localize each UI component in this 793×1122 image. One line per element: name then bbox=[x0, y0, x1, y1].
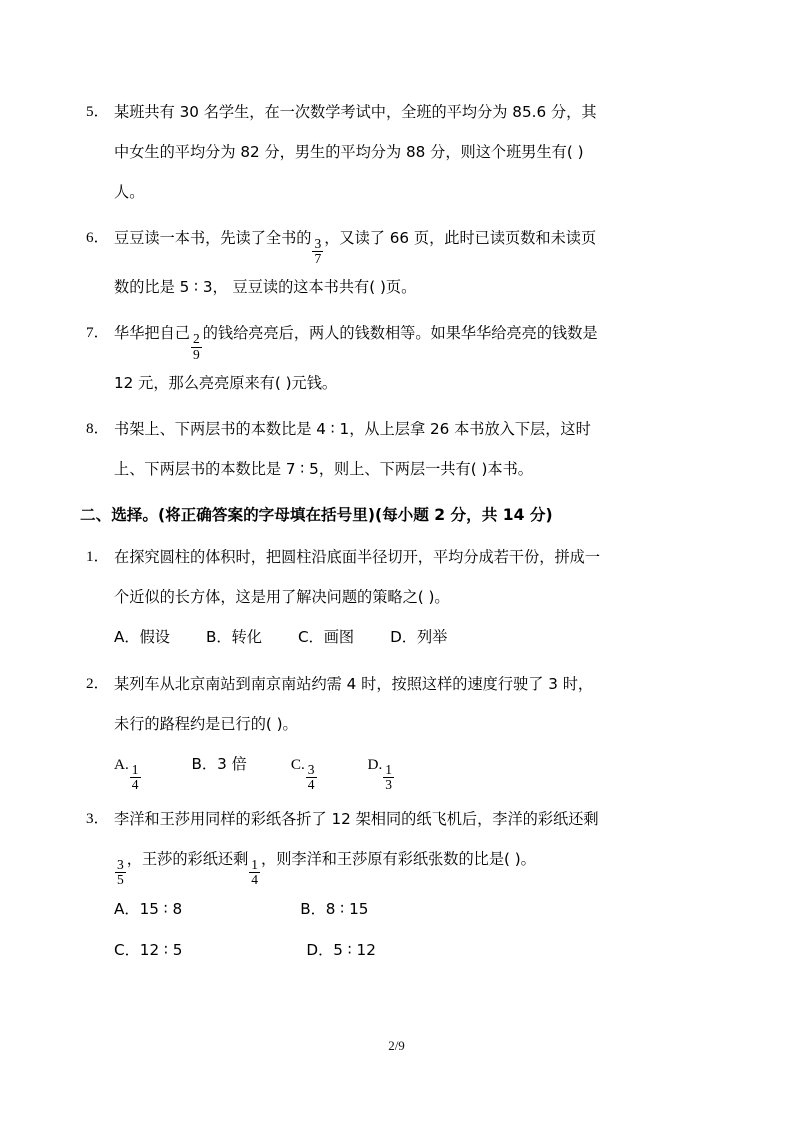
fraction bbox=[115, 858, 126, 887]
fraction-numerator: 3 bbox=[117, 857, 124, 873]
question-body bbox=[114, 664, 715, 793]
page-number: 2/9 bbox=[388, 1038, 405, 1053]
option-c[interactable]: C．画图 bbox=[297, 627, 355, 646]
question-text-part: 华华把自己 bbox=[114, 324, 190, 343]
question-text-part: 的钱给亮亮后，两人的钱数相等。如果华华给亮亮的钱数是 bbox=[202, 324, 598, 343]
choice-question-3 bbox=[78, 799, 715, 970]
option-d[interactable]: D．列举 bbox=[390, 627, 448, 646]
question-line bbox=[114, 839, 715, 888]
choice-question-2 bbox=[78, 664, 715, 793]
fraction-numerator: 1 bbox=[131, 761, 139, 777]
choice-question-1 bbox=[78, 537, 715, 658]
option-b[interactable]: B．转化 bbox=[205, 627, 262, 646]
option-b[interactable]: B．8 ∶ 15 bbox=[300, 899, 369, 918]
option-b[interactable]: B．3 倍 bbox=[191, 754, 247, 773]
fraction-denominator: 9 bbox=[192, 346, 200, 362]
question-line: 某班共有 30 名学生，在一次数学考试中，全班的平均分为 85.6 分，其 bbox=[114, 103, 597, 121]
fraction-numerator: 3 bbox=[314, 236, 322, 252]
options-row bbox=[114, 889, 715, 930]
fraction bbox=[306, 763, 317, 792]
fraction-denominator: 3 bbox=[385, 777, 393, 793]
question-number: 3． bbox=[86, 810, 109, 828]
question-line: 未行的路程约是已行的( )。 bbox=[114, 714, 298, 733]
option-a[interactable] bbox=[114, 745, 142, 793]
option-label: D. bbox=[367, 755, 383, 773]
fraction-denominator: 4 bbox=[307, 777, 315, 793]
section-title-choice: 二、选择。(将正确答案的字母填在括号里)(每小题 2 分，共 14 分) bbox=[80, 505, 553, 524]
option-a[interactable]: A．15 ∶ 8 bbox=[114, 899, 183, 918]
fraction-denominator: 5 bbox=[117, 872, 124, 888]
option-a[interactable]: A．假设 bbox=[114, 627, 170, 646]
question-5 bbox=[78, 92, 715, 212]
option-label: A. bbox=[114, 755, 129, 773]
question-body bbox=[114, 799, 715, 970]
question-number: 6． bbox=[86, 229, 109, 246]
option-d[interactable] bbox=[368, 745, 396, 793]
options-row bbox=[114, 744, 715, 793]
question-line: 在探究圆柱的体积时，把圆柱沿底面半径切开，平均分成若干份，拼成一 bbox=[114, 547, 600, 566]
question-line: 李洋和王莎用同样的彩纸各折了 12 架相同的纸飞机后，李洋的彩纸还剩 bbox=[114, 810, 599, 829]
option-label: C. bbox=[290, 755, 305, 773]
question-number: 8． bbox=[86, 419, 109, 437]
question-7 bbox=[78, 313, 715, 402]
fraction-numerator: 1 bbox=[385, 761, 393, 777]
question-line: 个近似的长方体，这是用了解决问题的策略之( )。 bbox=[114, 587, 450, 606]
option-c[interactable]: C．12 ∶ 5 bbox=[114, 940, 183, 959]
question-line: 12 元，那么亮亮原来有( )元钱。 bbox=[114, 373, 338, 392]
question-line: 数的比是 5 ∶ 3， 豆豆读的这本书共有( )页。 bbox=[114, 278, 417, 297]
option-c[interactable] bbox=[291, 745, 318, 793]
question-line: 人。 bbox=[114, 183, 145, 201]
question-number: 5． bbox=[86, 103, 109, 120]
fraction bbox=[383, 763, 394, 792]
fraction-denominator: 4 bbox=[251, 872, 258, 888]
question-text-part: ，王莎的彩纸还剩 bbox=[126, 850, 249, 869]
option-d[interactable]: D．5 ∶ 12 bbox=[306, 940, 376, 959]
fraction-denominator: 4 bbox=[131, 777, 139, 793]
fraction-numerator: 2 bbox=[192, 331, 200, 347]
question-line bbox=[114, 313, 715, 362]
fraction bbox=[249, 858, 260, 887]
question-line: 中女生的平均分为 82 分，男生的平均分为 88 分，则这个班男生有( ) bbox=[114, 143, 584, 161]
fraction bbox=[191, 332, 202, 361]
question-number: 2． bbox=[86, 674, 109, 692]
question-text-part: ，又读了 66 页，此时已读页数和未读页 bbox=[324, 229, 597, 247]
question-body bbox=[114, 313, 715, 402]
question-body bbox=[114, 92, 715, 212]
question-6 bbox=[78, 218, 715, 307]
options-row bbox=[114, 930, 715, 971]
question-number: 7． bbox=[86, 324, 109, 342]
question-line: 书架上、下两层书的本数比是 4 ∶ 1，从上层拿 26 本书放入下层，这时 bbox=[114, 419, 591, 438]
question-body bbox=[114, 218, 715, 307]
question-body bbox=[114, 409, 715, 489]
question-number: 1． bbox=[86, 547, 109, 565]
fraction-denominator: 7 bbox=[314, 251, 322, 267]
fraction bbox=[130, 763, 141, 792]
question-text-part: 豆豆读一本书，先读了全书的 bbox=[114, 229, 312, 247]
question-text-part: ，则李洋和王莎原有彩纸张数的比是( )。 bbox=[261, 850, 536, 869]
question-line: 上、下两层书的本数比是 7 ∶ 5，则上、下两层一共有( )本书。 bbox=[114, 459, 533, 478]
fraction-numerator: 1 bbox=[251, 857, 258, 873]
fraction-numerator: 3 bbox=[307, 761, 315, 777]
question-body bbox=[114, 537, 715, 658]
options-row bbox=[114, 617, 715, 658]
question-8 bbox=[78, 409, 715, 489]
question-line bbox=[114, 218, 715, 267]
question-line: 某列车从北京南站到南京南站约需 4 时，按照这样的速度行驶了 3 时， bbox=[114, 674, 594, 693]
fraction bbox=[312, 237, 323, 266]
